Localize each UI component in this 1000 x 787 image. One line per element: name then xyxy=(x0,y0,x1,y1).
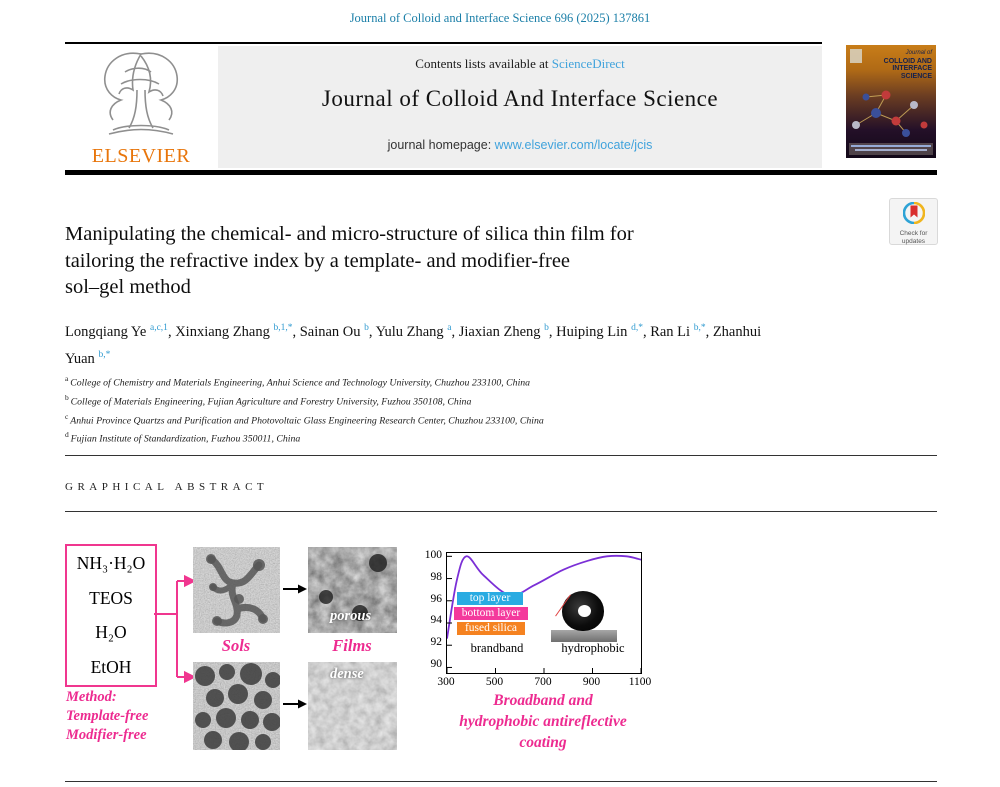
transmittance-chart xyxy=(446,552,642,674)
author: Xinxiang Zhang $^{b,1,*}$ xyxy=(175,323,293,340)
journal-title: Journal of Colloid And Interface Science xyxy=(321,86,719,111)
author: Yulu Zhang $^a$ xyxy=(375,323,452,340)
contents-prefix: Contents lists available at xyxy=(415,56,552,71)
check-updates-icon xyxy=(903,202,925,224)
author: Sainan Ou $^b$ xyxy=(299,323,369,340)
reagent: H₂O xyxy=(95,622,127,643)
dense-label: dense xyxy=(330,666,364,682)
reagent: NH₃·H₂O xyxy=(76,552,146,573)
arrow-bottom xyxy=(283,698,308,710)
cover-publisher-mark xyxy=(850,49,862,63)
method-note: Method: Template-free Modifier-free xyxy=(66,689,149,743)
homepage-link[interactable]: www.elsevier.com/locate/jcis xyxy=(494,138,653,152)
cover-footer xyxy=(849,143,933,155)
author: Huiping Lin $^{d,*}$ xyxy=(556,323,643,340)
divider xyxy=(65,781,937,782)
affiliation: $^c$ Anhui Province Quartzs and Purification and Photovoltaic Glass Engineering Research Center, Chuzhou 233100, China xyxy=(65,411,544,426)
reagent: TEOS xyxy=(89,587,133,608)
divider xyxy=(65,511,937,512)
homepage-prefix: journal homepage: xyxy=(387,138,495,152)
article-title: Manipulating the chemical- and micro-structure of silica thin film for tailoring the refractive index by a template- and modifier-free sol–gel method xyxy=(65,223,634,298)
reagent-box xyxy=(65,544,157,687)
cover-molecules-art xyxy=(846,75,936,145)
sciencedirect-link[interactable]: ScienceDirect xyxy=(551,56,625,71)
tem-image-branched-sol xyxy=(193,547,280,633)
check-for-updates-badge[interactable] xyxy=(889,198,938,245)
author: Ran Li $^{b,*}$ xyxy=(650,323,706,340)
legend-fused-silica: fused silica xyxy=(457,622,525,635)
films-label: Films xyxy=(332,636,372,655)
broadband-note: brandband xyxy=(470,641,524,655)
contents-line xyxy=(218,56,822,72)
homepage-line xyxy=(218,138,822,152)
graphical-abstract-heading: GRAPHICAL ABSTRACT xyxy=(65,481,269,493)
author: Jiaxian Zheng $^b$ xyxy=(458,323,549,340)
journal-banner xyxy=(218,46,822,168)
arrow-top xyxy=(283,583,308,595)
author: Longqiang Ye $^{a,c,1}$ xyxy=(65,323,168,340)
x-axis-tick-labels: 300 500 700 900 1100 xyxy=(437,676,652,688)
affiliation: $^b$ College of Materials Engineering, Fujian Agriculture and Forestry University, Fuzhou 350108, China xyxy=(65,392,472,408)
droplet-highlight xyxy=(578,605,591,617)
cover-title: Journal of COLLOID AND INTERFACE SCIENCE xyxy=(883,50,932,80)
sols-label: Sols xyxy=(221,636,251,655)
branch-arrows xyxy=(154,570,196,685)
divider xyxy=(65,455,937,456)
affiliation: $^a$ College of Chemistry and Materials Engineering, Anhui Science and Technology University, Chuzhou 233100, China xyxy=(65,374,531,389)
elsevier-tree-icon xyxy=(91,46,191,142)
porous-label: porous xyxy=(330,608,372,624)
journal-cover-thumbnail[interactable] xyxy=(846,45,936,158)
divider xyxy=(65,42,822,44)
hydrophobic-note: hydrophobic xyxy=(561,641,625,655)
check-updates-label: Check for updates xyxy=(899,230,928,245)
affiliation-list xyxy=(65,372,815,447)
legend-bottom-layer: bottom layer xyxy=(454,607,528,620)
tem-image-sphere-sol xyxy=(193,662,280,750)
journal-citation: Journal of Colloid and Interface Science 696 (2025) 137861 xyxy=(349,11,651,25)
y-axis-tick-labels: 100 98 96 94 92 90 xyxy=(424,549,442,670)
legend-top-layer: top layer xyxy=(457,592,523,605)
figure-caption: Broadband and hydrophobic antireflective coating xyxy=(459,692,627,751)
affiliation: $^d$ Fujian Institute of Standardization, Fuzhou 350011, China xyxy=(65,430,301,445)
author-list: Longqiang Ye $^{a,c,1}$, Xinxiang Zhang $^{b,1,*}$, Sainan Ou $^b$, Yulu Zhang $^a$, Jiaxian Zheng $^b$, Huiping Lin $^{d,*}$, Ran Li $^{b,*}$, Zhanhui Yuan $^{b,*}$ xyxy=(65,323,762,367)
divider-thick xyxy=(65,170,937,175)
elsevier-wordmark: ELSEVIER xyxy=(91,145,191,167)
author: Zhanhui Yuan $^{b,*}$ xyxy=(65,323,762,367)
elsevier-logo[interactable] xyxy=(75,46,207,168)
reagent: EtOH xyxy=(90,657,132,678)
